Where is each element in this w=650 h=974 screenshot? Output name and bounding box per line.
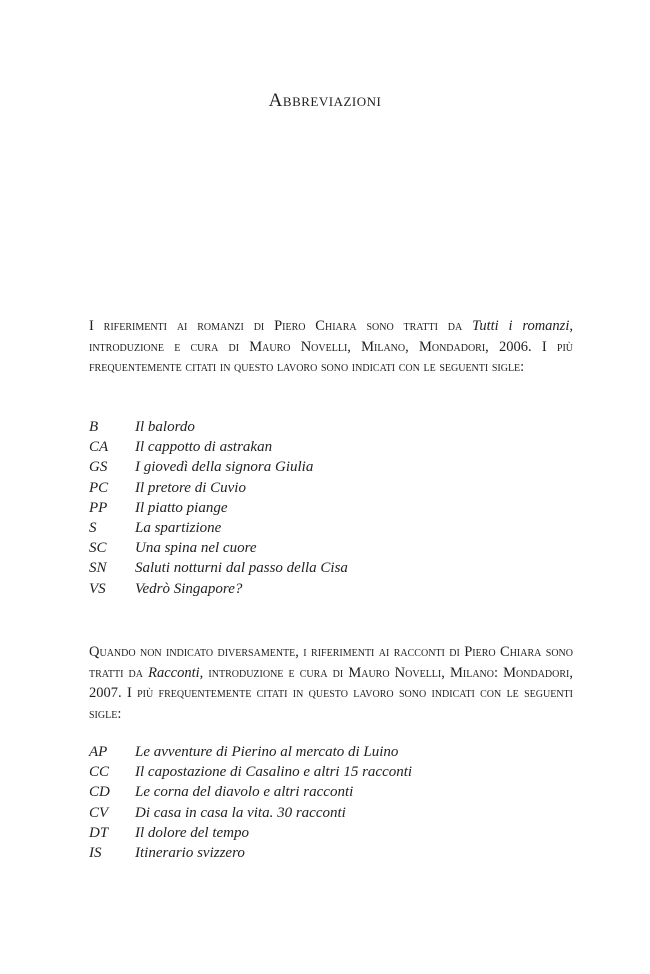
abbreviation-title: Una spina nel cuore <box>135 540 257 557</box>
abbreviation-title: Il piatto piange <box>135 499 228 516</box>
cited-work-title: Tutti i romanzi <box>472 318 570 334</box>
intro-text: Quando non indicato diversamente, i riferimenti ai racconti di Piero Chiara sono tratti da <box>89 644 573 681</box>
abbreviation-title: Il cappotto di astrakan <box>135 439 273 456</box>
abbreviation-code: IS <box>89 845 102 862</box>
abbreviation-entry <box>89 762 573 782</box>
abbreviation-entry <box>89 782 573 802</box>
intro-paragraph-novels <box>89 316 573 378</box>
intro-text: , introduzione e cura di Mauro Novelli, Milano: Mondadori, 2007. I più frequentemente citati in questo lavoro sono indicati con le seguenti sigle: <box>89 664 573 722</box>
abbreviation-code: SN <box>89 560 107 577</box>
abbreviation-entry <box>89 538 573 558</box>
abbreviation-entry <box>89 518 573 538</box>
abbreviation-entry <box>89 498 573 518</box>
abbreviation-title: Il pretore di Cuvio <box>135 479 246 496</box>
abbreviation-code: DT <box>89 824 109 841</box>
abbreviation-title: La spartizione <box>135 520 222 537</box>
abbreviation-entry <box>89 417 573 437</box>
abbreviation-code: AP <box>89 744 108 760</box>
abbreviation-code: CC <box>89 764 110 781</box>
abbreviation-title: Il balordo <box>135 419 195 435</box>
abbreviation-code: CA <box>89 439 109 456</box>
abbreviation-list-stories <box>89 742 573 863</box>
abbreviation-entry <box>89 742 573 762</box>
abbreviation-title: Saluti notturni dal passo della Cisa <box>135 560 348 577</box>
abbreviation-title: Le corna del diavolo e altri racconti <box>135 784 354 801</box>
abbreviation-code: CV <box>89 804 109 821</box>
abbreviation-title: Itinerario svizzero <box>135 845 245 862</box>
abbreviation-code: PP <box>89 499 108 516</box>
abbreviation-code: SC <box>89 540 107 557</box>
abbreviation-entry <box>89 478 573 498</box>
abbreviation-entry <box>89 803 573 823</box>
abbreviation-code: GS <box>89 459 108 476</box>
abbreviation-entry <box>89 579 573 599</box>
abbreviation-title: I giovedì della signora Giulia <box>135 459 314 476</box>
abbreviation-entry <box>89 558 573 578</box>
intro-paragraph-stories <box>89 642 573 724</box>
abbreviation-code: VS <box>89 580 106 597</box>
abbreviation-entry <box>89 437 573 457</box>
abbreviation-entry <box>89 843 573 863</box>
abbreviation-code: CD <box>89 784 110 801</box>
abbreviation-code: S <box>89 520 97 537</box>
intro-text: I riferimenti ai romanzi di Piero Chiara sono tratti da <box>89 318 473 334</box>
abbreviation-list-novels <box>89 417 573 599</box>
abbreviation-code: B <box>89 419 99 435</box>
abbreviation-entry <box>89 823 573 843</box>
abbreviation-title: Vedrò Singapore? <box>135 580 243 597</box>
abbreviation-title: Di casa in casa la vita. 30 racconti <box>135 804 346 821</box>
abbreviation-entry <box>89 457 573 477</box>
cited-work-title: Racconti <box>148 664 200 681</box>
intro-text: , introduzione e cura di Mauro Novelli, Milano, Mondadori, 2006. I più frequentemente citati in questo lavoro sono indicati con le seguenti sigle: <box>89 318 573 375</box>
abbreviation-title: Il capostazione di Casalino e altri 15 racconti <box>135 764 413 781</box>
page-title: Abbreviazioni <box>268 90 382 111</box>
abbreviation-title: Le avventure di Pierino al mercato di Luino <box>135 744 399 760</box>
abbreviation-title: Il dolore del tempo <box>135 824 250 841</box>
abbreviation-code: PC <box>89 479 109 496</box>
